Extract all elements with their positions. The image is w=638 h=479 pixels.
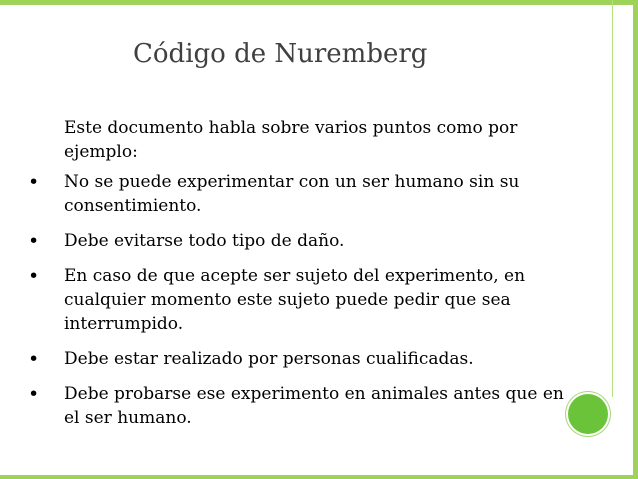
frame-bottom-bar: [0, 475, 638, 479]
decorative-vertical-line: [612, 0, 613, 397]
bullet-item: • En caso de que acepte ser sujeto del experimento, en cualquier momento este sujeto puede pedir que sea interrumpido.: [64, 264, 564, 336]
slide-body: [0, 116, 600, 441]
slide-title: Código de Nuremberg: [133, 39, 428, 69]
bullet-item: • Debe evitarse todo tipo de daño.: [64, 229, 564, 253]
intro-text: Este documento habla sobre varios puntos como por ejemplo:: [64, 118, 518, 162]
bullet-item: • Debe estar realizado por personas cualificadas.: [64, 347, 564, 371]
frame-right-bar: [633, 0, 638, 479]
bullet-item: • No se puede experimentar con un ser humano sin su consentimiento.: [64, 170, 564, 218]
frame-top-bar: [0, 0, 638, 5]
bullet-item: • Debe probarse ese experimento en animales antes que en el ser humano.: [64, 382, 564, 430]
bullet-list: [0, 170, 600, 430]
